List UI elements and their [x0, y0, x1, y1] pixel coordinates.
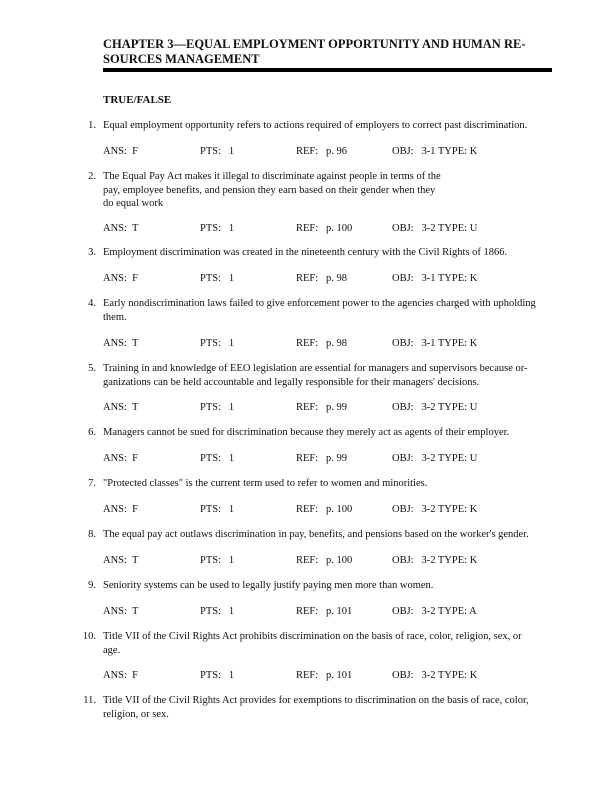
reference-field: REF: p. 98 — [296, 338, 348, 349]
points-field: PTS: 1 — [200, 338, 235, 349]
question-text — [103, 528, 551, 542]
objective-field: OBJ: 3-2 TYPE: U — [392, 402, 478, 413]
question-number: 10. — [82, 631, 96, 642]
question-number: 6. — [88, 427, 96, 438]
answer-line — [0, 401, 606, 415]
question-text — [103, 579, 551, 593]
question-text-line: Seniority systems can be used to legally justify paying men more than women. — [103, 580, 434, 591]
reference-field: REF: p. 99 — [296, 402, 348, 413]
reference-field: REF: p. 96 — [296, 146, 348, 157]
question-number: 11. — [83, 695, 96, 706]
objective-field: OBJ: 3-1 TYPE: K — [392, 338, 478, 349]
question-number: 5. — [88, 363, 96, 374]
answer-line — [0, 452, 606, 466]
reference-field: REF: p. 99 — [296, 453, 348, 464]
reference-field: REF: p. 100 — [296, 223, 353, 234]
answer-field: ANS: F — [103, 453, 139, 464]
question-text-line: Training in and knowledge of EEO legislation are essential for managers and supervisors because or- — [103, 363, 528, 374]
question-text — [103, 170, 551, 211]
objective-field: OBJ: 3-2 TYPE: K — [392, 670, 478, 681]
chapter-title-line-2: SOURCES MANAGEMENT — [103, 52, 260, 66]
question-text — [103, 694, 551, 721]
reference-field: REF: p. 101 — [296, 606, 353, 617]
answer-field: ANS: T — [103, 402, 139, 413]
points-field: PTS: 1 — [200, 402, 235, 413]
answer-field: ANS: T — [103, 223, 139, 234]
question-number: 8. — [88, 529, 96, 540]
answer-line — [0, 669, 606, 683]
answer-field: ANS: F — [103, 146, 139, 157]
points-field: PTS: 1 — [200, 670, 235, 681]
question-text-line: The Equal Pay Act makes it illegal to discriminate against people in terms of the — [103, 171, 441, 182]
question-number: 3. — [88, 247, 96, 258]
points-field: PTS: 1 — [200, 223, 235, 234]
question-text-line: them. — [103, 311, 127, 323]
question-number: 7. — [88, 478, 96, 489]
title-rule — [103, 68, 552, 72]
objective-field: OBJ: 3-2 TYPE: K — [392, 504, 478, 515]
answer-line — [0, 554, 606, 568]
question-text — [103, 119, 551, 133]
question-text-line: The equal pay act outlaws discrimination in pay, benefits, and pensions based on the worker's gender. — [103, 529, 529, 540]
question-number: 2. — [88, 171, 96, 182]
chapter-title — [103, 37, 563, 67]
answer-line — [0, 605, 606, 619]
reference-field: REF: p. 100 — [296, 504, 353, 515]
reference-field: REF: p. 100 — [296, 555, 353, 566]
answer-line — [0, 337, 606, 351]
answer-line — [0, 272, 606, 286]
points-field: PTS: 1 — [200, 606, 235, 617]
section-heading: TRUE/FALSE — [103, 94, 172, 106]
question-text-line: Title VII of the Civil Rights Act provides for exemptions to discrimination on the basis of race, color, — [103, 695, 529, 706]
question-text-line: Managers cannot be sued for discrimination because they merely act as agents of their employer. — [103, 427, 510, 438]
question-text-line: "Protected classes" is the current term used to refer to women and minorities. — [103, 478, 428, 489]
objective-field: OBJ: 3-1 TYPE: K — [392, 273, 478, 284]
reference-field: REF: p. 101 — [296, 670, 353, 681]
question-text-line: Early nondiscrimination laws failed to give enforcement power to the agencies charged with upholding — [103, 298, 536, 309]
reference-field: REF: p. 98 — [296, 273, 348, 284]
question-text-line: religion, or sex. — [103, 708, 169, 720]
question-number: 9. — [88, 580, 96, 591]
objective-field: OBJ: 3-2 TYPE: K — [392, 555, 478, 566]
objective-field: OBJ: 3-1 TYPE: K — [392, 146, 478, 157]
question-number: 4. — [88, 298, 96, 309]
objective-field: OBJ: 3-2 TYPE: U — [392, 223, 478, 234]
answer-field: ANS: F — [103, 273, 139, 284]
objective-field: OBJ: 3-2 TYPE: A — [392, 606, 477, 617]
question-text — [103, 297, 551, 324]
question-number: 1. — [88, 120, 96, 131]
answer-line — [0, 503, 606, 517]
objective-field: OBJ: 3-2 TYPE: U — [392, 453, 478, 464]
question-text-line: Title VII of the Civil Rights Act prohibits discrimination on the basis of race, color, religion, sex, or — [103, 631, 522, 642]
answer-line — [0, 145, 606, 159]
question-text — [103, 362, 551, 389]
points-field: PTS: 1 — [200, 555, 235, 566]
answer-field: ANS: T — [103, 555, 139, 566]
question-text-line: Equal employment opportunity refers to actions required of employers to correct past discrimination. — [103, 120, 528, 131]
chapter-title-line-1: CHAPTER 3—EQUAL EMPLOYMENT OPPORTUNITY AND HUMAN RE- — [103, 37, 526, 51]
points-field: PTS: 1 — [200, 146, 235, 157]
points-field: PTS: 1 — [200, 504, 235, 515]
question-text — [103, 246, 551, 260]
answer-field: ANS: F — [103, 670, 139, 681]
question-text-line: do equal work — [103, 198, 164, 209]
answer-field: ANS: T — [103, 606, 139, 617]
answer-field: ANS: F — [103, 504, 139, 515]
question-text-line: age. — [103, 644, 121, 656]
question-text-line: pay, employee benefits, and pension they earn based on their gender when they — [103, 184, 436, 196]
question-text — [103, 477, 551, 491]
question-text — [103, 426, 551, 440]
answer-field: ANS: T — [103, 338, 139, 349]
points-field: PTS: 1 — [200, 453, 235, 464]
question-text — [103, 630, 551, 657]
points-field: PTS: 1 — [200, 273, 235, 284]
question-text-line: Employment discrimination was created in the nineteenth century with the Civil Rights of 1866. — [103, 247, 508, 258]
question-text-line: ganizations can be held accountable and legally responsible for their managers' decisions. — [103, 376, 480, 388]
answer-line — [0, 222, 606, 236]
